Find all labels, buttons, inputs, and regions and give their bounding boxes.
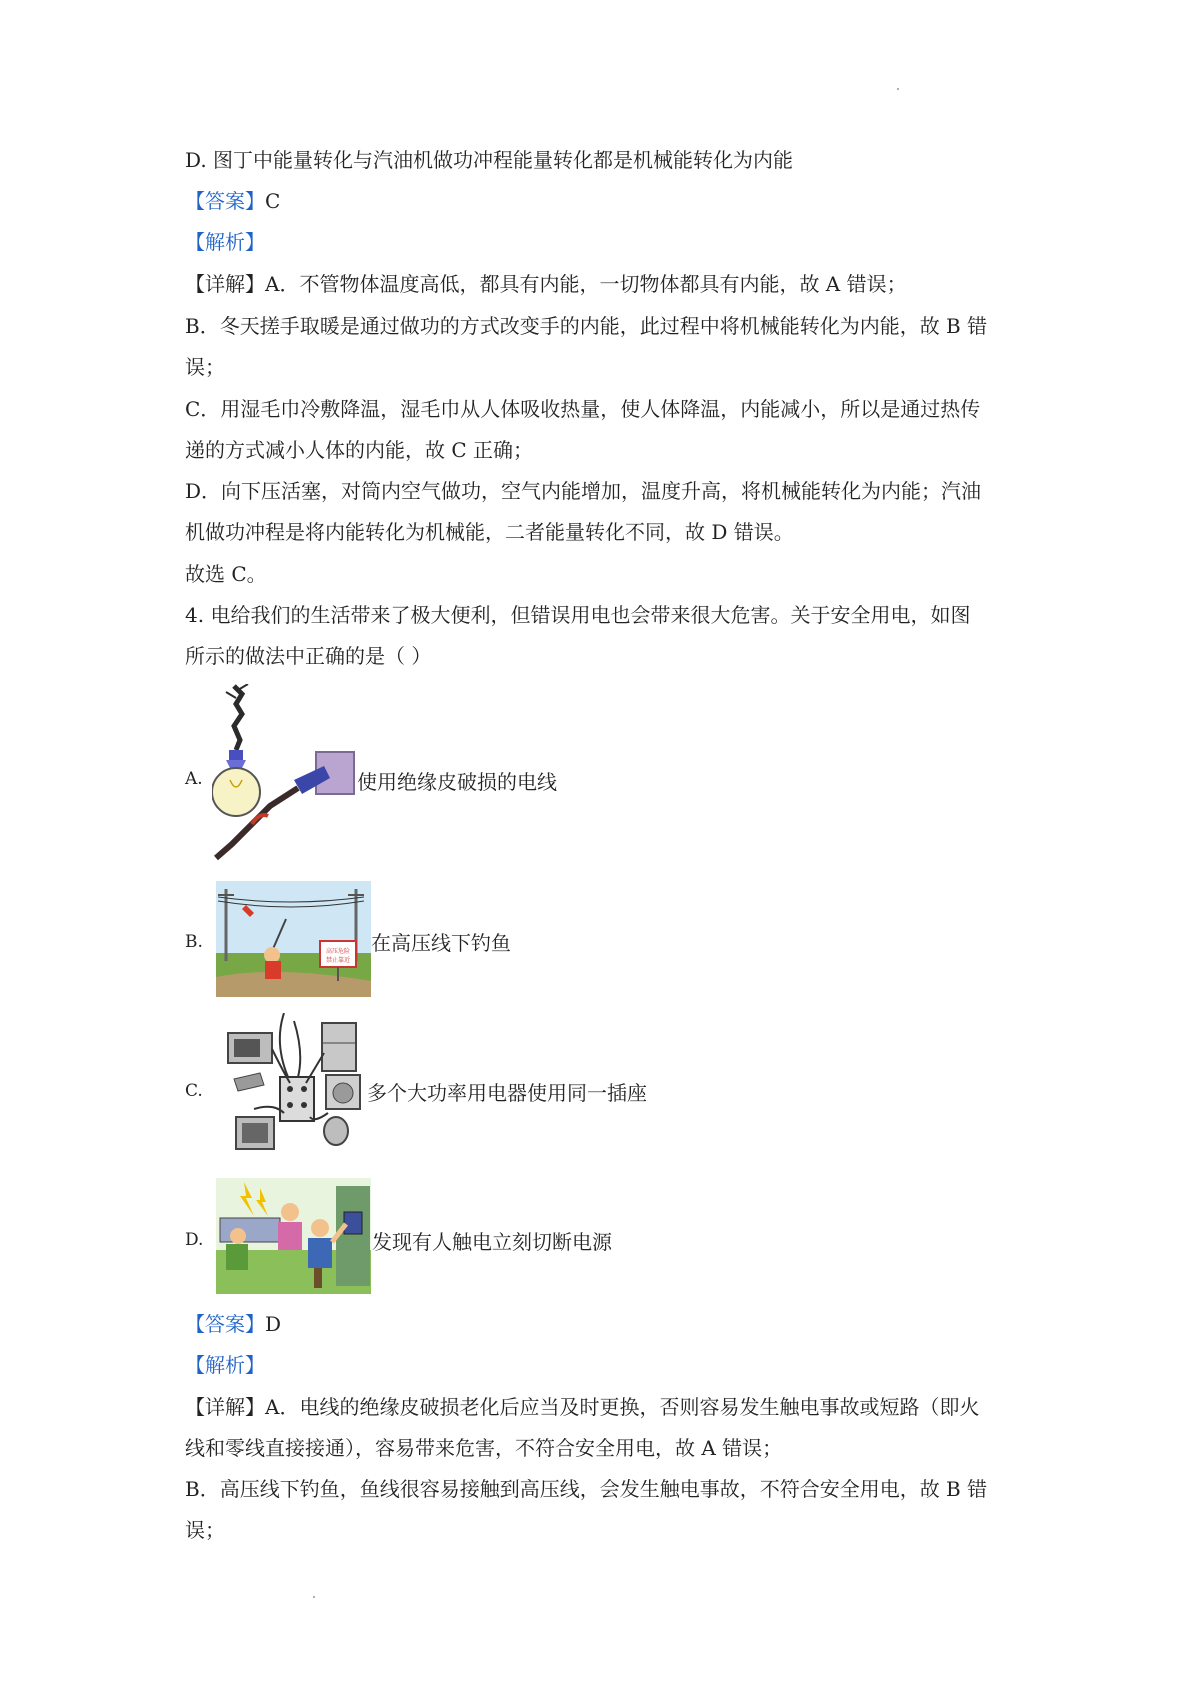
detail-b-line-2: 误； bbox=[185, 355, 225, 379]
analysis-tag-2: 【解析】 bbox=[185, 1353, 265, 1377]
detail2-a-line-2: 线和零线直接接通），容易带来危害，不符合安全用电，故 A 错误； bbox=[185, 1436, 783, 1460]
detail-c-line-2: 递的方式减小人体的内能，故 C 正确； bbox=[185, 438, 534, 462]
option-d-text: 发现有人触电立刻切断电源 bbox=[372, 1230, 612, 1254]
option-b-text: 在高压线下钓鱼 bbox=[371, 931, 511, 955]
answer-value: D bbox=[265, 1312, 282, 1336]
option-d-letter: D. bbox=[185, 1230, 204, 1250]
question-4-line-2: 所示的做法中正确的是（ ） bbox=[185, 644, 432, 668]
detail-c-line-1: C．用湿毛巾冷敷降温，湿毛巾从人体吸收热量，使人体降温，内能减小，所以是通过热传 bbox=[185, 397, 981, 421]
detail-text: A．电线的绝缘皮破损老化后应当及时更换，否则容易发生触电事故或短路（即火 bbox=[265, 1395, 980, 1419]
option-b-letter: B. bbox=[185, 932, 203, 952]
detail-tag: 【详解】 bbox=[185, 1395, 265, 1419]
detail-tag: 【详解】 bbox=[185, 272, 265, 296]
detail-d-line-1: D．向下压活塞，对筒内空气做功，空气内能增加，温度升高，将机械能转化为内能；汽油 bbox=[185, 479, 982, 503]
scan-dot bbox=[313, 1596, 315, 1598]
answer-value: C bbox=[265, 189, 281, 213]
cut-off-power-illustration bbox=[216, 1178, 371, 1294]
option-a-text: 使用绝缘皮破损的电线 bbox=[357, 770, 557, 794]
answer-tag: 【答案】 bbox=[185, 1312, 265, 1336]
detail2-a-line-1 bbox=[185, 1393, 979, 1421]
detail2-b-line-2: 误； bbox=[185, 1518, 225, 1542]
overloaded-socket-illustration bbox=[224, 1013, 370, 1153]
analysis-tag: 【解析】 bbox=[185, 230, 265, 254]
warning-sign-text-2: 禁止靠近 bbox=[325, 957, 351, 964]
detail-line-1 bbox=[185, 270, 907, 298]
detail-b-line-1: B．冬天搓手取暖是通过做功的方式改变手的内能，此过程中将机械能转化为内能，故 B 错 bbox=[185, 314, 988, 338]
option-d-prev: D. 图丁中能量转化与汽油机做功冲程能量转化都是机械能转化为内能 bbox=[185, 148, 794, 172]
question-4-line-1: 4. 电给我们的生活带来了极大便利，但错误用电也会带来很大危害。关于安全用电，如图 bbox=[185, 603, 971, 627]
fishing-under-power-line-illustration bbox=[216, 881, 371, 997]
answer-line-1 bbox=[185, 187, 280, 215]
detail2-b-line-1: B．高压线下钓鱼，鱼线很容易接触到高压线，会发生触电事故，不符合安全用电，故 B 错 bbox=[185, 1477, 988, 1501]
option-a-letter: A. bbox=[185, 769, 203, 789]
detail-d-line-2: 机做功冲程是将内能转化为机械能，二者能量转化不同，故 D 错误。 bbox=[185, 520, 794, 544]
detail-text: A．不管物体温度高低，都具有内能，一切物体都具有内能，故 A 错误； bbox=[265, 272, 907, 296]
conclusion-line: 故选 C。 bbox=[185, 562, 267, 586]
answer-line-2 bbox=[185, 1310, 281, 1338]
warning-sign-text-1: 高压危险 bbox=[325, 948, 351, 955]
scan-dot bbox=[897, 88, 899, 90]
answer-tag: 【答案】 bbox=[185, 189, 265, 213]
broken-wire-illustration bbox=[212, 684, 358, 864]
option-c-text: 多个大功率用电器使用同一插座 bbox=[367, 1081, 647, 1105]
option-c-letter: C. bbox=[185, 1081, 203, 1101]
